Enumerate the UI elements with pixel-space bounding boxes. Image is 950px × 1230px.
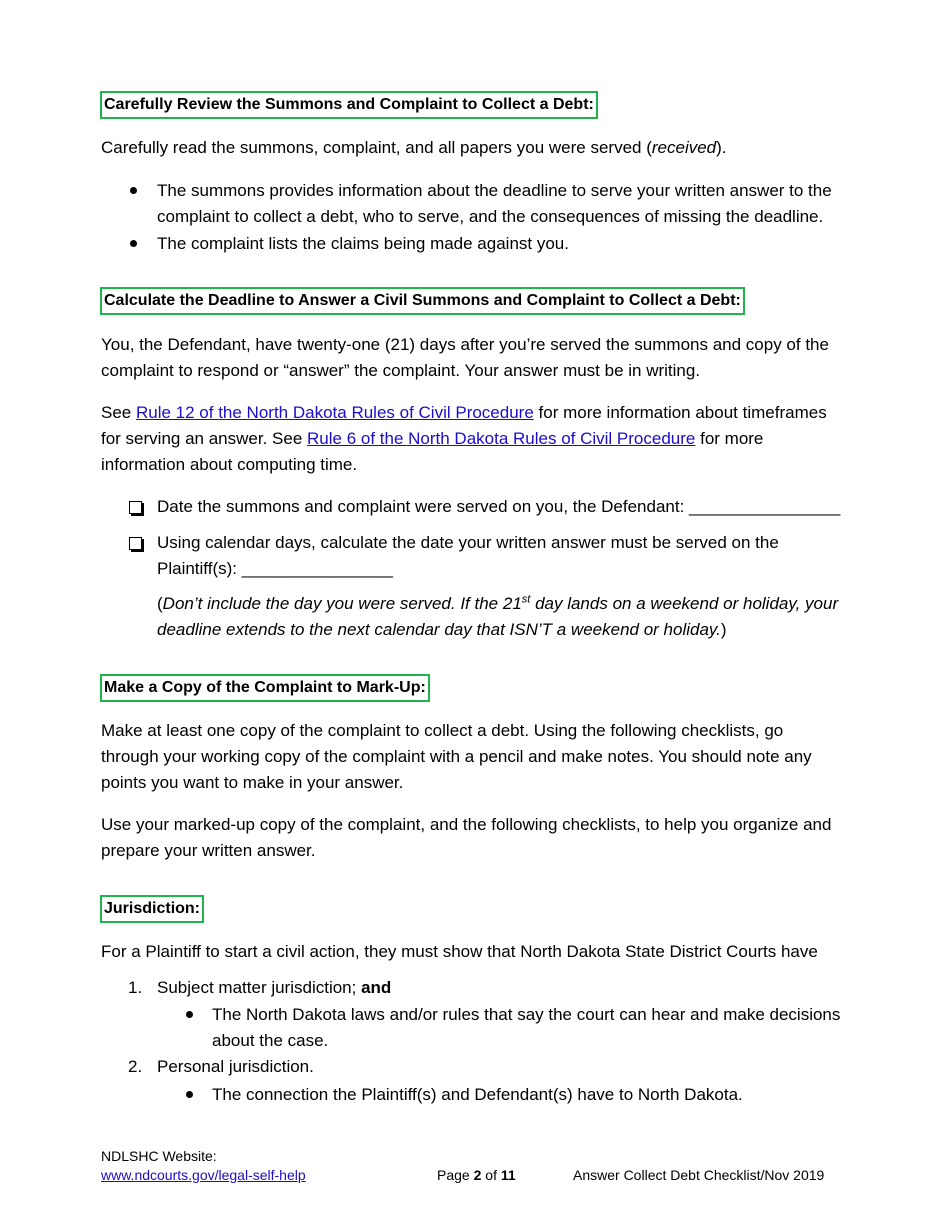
- footer-doc-title: Answer Collect Debt Checklist/Nov 2019: [573, 1167, 825, 1183]
- rules-text: for more information about timeframes: [533, 403, 827, 422]
- note-line: [157, 617, 857, 643]
- paragraph-line: Make at least one copy of the complaint to collect a debt. Using the following checklists, go: [101, 721, 784, 740]
- section-heading-deadline: Calculate the Deadline to Answer a Civil Summons and Complaint to Collect a Debt:: [100, 287, 745, 315]
- list-item: [157, 178, 877, 230]
- checklist-item-answer-date: [157, 530, 857, 582]
- list-item-line: The North Dakota laws and/or rules that say the court can hear and make decisions: [212, 1005, 841, 1024]
- list-item-text: Personal jurisdiction.: [157, 1057, 314, 1076]
- rules-paragraph: [101, 400, 851, 478]
- list-item-line: about the case.: [212, 1031, 329, 1050]
- copy-paragraph: [101, 718, 851, 796]
- rule-6-link[interactable]: Rule 6 of the North Dakota Rules of Civil Procedure: [307, 429, 696, 448]
- bullet-icon: [130, 187, 137, 194]
- review-intro: [101, 135, 851, 161]
- paragraph-line: through your working copy of the complaint with a pencil and make notes. You should note any: [101, 747, 812, 766]
- bullet-icon: [130, 240, 137, 247]
- list-item: [157, 1054, 857, 1080]
- checkbox-icon[interactable]: [129, 537, 142, 550]
- page-total: 11: [500, 1167, 516, 1183]
- paragraph-line: prepare your written answer.: [101, 841, 316, 860]
- page-prefix: Page: [437, 1167, 474, 1183]
- deadline-paragraph: [101, 332, 851, 384]
- bullet-icon: [186, 1011, 193, 1018]
- page-current: 2: [473, 1167, 482, 1183]
- footer-page-number: [437, 1166, 516, 1185]
- list-item-line: The summons provides information about the deadline to serve your written answer to the: [157, 181, 832, 200]
- list-number: 1.: [128, 978, 143, 997]
- rule-12-link[interactable]: Rule 12 of the North Dakota Rules of Civil Procedure: [135, 403, 534, 422]
- paragraph-line: complaint to respond or “answer” the complaint. Your answer must be in writing.: [101, 361, 701, 380]
- list-item: [157, 975, 857, 1001]
- deadline-note: [157, 591, 857, 643]
- paragraph-line: information about computing time.: [101, 455, 358, 474]
- checklist-line: Date the summons and complaint were served on you, the Defendant: ________________: [157, 497, 841, 516]
- section-heading-jurisdiction: Jurisdiction:: [100, 895, 204, 923]
- paragraph-line: You, the Defendant, have twenty-one (21) days after you’re served the summons and copy of the: [101, 335, 829, 354]
- list-item: [212, 1082, 862, 1108]
- note-line: [157, 591, 857, 617]
- jurisdiction-intro: For a Plaintiff to start a civil action, they must show that North Dakota State District Courts have: [101, 942, 818, 961]
- list-item: [212, 1002, 862, 1054]
- list-number: 2.: [128, 1057, 143, 1076]
- list-item-text: Subject matter jurisdiction;: [157, 978, 362, 997]
- list-item-line: The complaint lists the claims being made against you.: [157, 234, 569, 253]
- rules-text: for serving an answer. See: [101, 429, 308, 448]
- bullet-icon: [186, 1091, 193, 1098]
- note-paren: ): [720, 620, 727, 639]
- paragraph-line: [101, 400, 851, 426]
- paragraph-line: Use your marked-up copy of the complaint, and the following checklists, to help you organize and: [101, 815, 832, 834]
- checklist-line: Plaintiff(s): ________________: [157, 559, 393, 578]
- note-paren: (: [157, 594, 163, 613]
- footer-site-link[interactable]: www.ndcourts.gov/legal-self-help: [101, 1167, 306, 1183]
- checklist-item-served-date: [157, 494, 857, 520]
- marked-up-paragraph: [101, 812, 851, 864]
- page-of: of: [481, 1167, 501, 1183]
- list-item: [157, 231, 877, 257]
- review-intro-emphasis: received: [651, 138, 717, 157]
- list-item-line: The connection the Plaintiff(s) and Defendant(s) have to North Dakota.: [212, 1085, 743, 1104]
- note-text: day lands on a weekend or holiday, your: [530, 594, 839, 613]
- note-superscript: st: [521, 593, 531, 606]
- paragraph-line: points you want to make in your answer.: [101, 773, 404, 792]
- section-heading-copy: Make a Copy of the Complaint to Mark-Up:: [100, 674, 430, 702]
- checkbox-icon[interactable]: [129, 501, 142, 514]
- rules-text: for more: [695, 429, 764, 448]
- note-text: deadline extends to the next calendar day that ISN’T a weekend or holiday.: [157, 620, 721, 639]
- section-heading-review: Carefully Review the Summons and Complaint to Collect a Debt:: [100, 91, 598, 119]
- rules-text: See: [101, 403, 136, 422]
- note-text: Don’t include the day you were served. If the 21: [162, 594, 522, 613]
- review-intro-text: Carefully read the summons, complaint, and all papers you were served (: [101, 138, 652, 157]
- paragraph-line: [101, 426, 851, 452]
- review-intro-end: ).: [716, 138, 727, 157]
- footer-site-label: NDLSHC Website:: [101, 1148, 217, 1164]
- checklist-line: Using calendar days, calculate the date your written answer must be served on the: [157, 533, 779, 552]
- list-item-line: complaint to collect a debt, who to serve, and the consequences of missing the deadline.: [157, 207, 824, 226]
- list-item-bold: and: [361, 978, 392, 997]
